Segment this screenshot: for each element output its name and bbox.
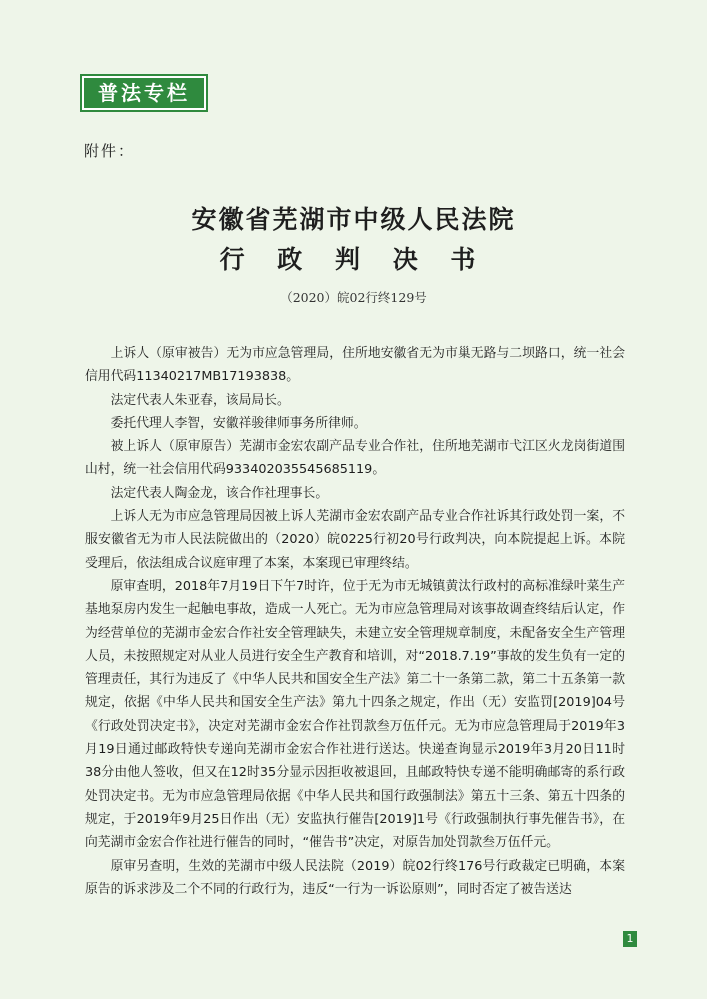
column-tag-label: 普法专栏 — [98, 81, 190, 105]
paragraph-appellant-representative: 法定代表人朱亚春，该局局长。 — [110, 392, 290, 408]
attachment-label: 附件： — [84, 142, 136, 160]
paragraph-original-findings: 原审查明，2018年7月19日下午7时许，位于无为市无城镇黄汰行政村的高标准绿叶菜生产基地泵房内发生一起触电事故，造成一人死亡。无为市应急管理局对该事故调查终结后认定，作为经营单位的芜湖市金宏合作社安全管理缺失，未建立安全管理规章制度，未配备安全生产管理人员，未按照规定对从业人员进行安全生产教育和培训，对“2018.7.19”事故的发生负有一定的管理责任，其行为违反了《中华人民共和国安全生产法》第二十一条第二款，第二十五条第一款规定，依据《中华人民共和国安全生产法》第九十四条之规定，作出（无）安监罚[2019]04号《行政处罚决定书》，决定对芜湖市金宏合作社罚款叁万伍仟元。无为市应急管理局于2019年3月19日通过邮政特快专递向芜湖市金宏合作社进行送达。快递查询显示2019年3月20日11时38分由他人签收，但又在12时35分显示因拒收被退回，且邮政特快专递不能明确邮寄的系行政处罚决定书。无为市应急管理局依据《中华人民共和国行政强制法》第五十三条、第五十四条的规定，于2019年9月25日作出（无）安监执行催告[2019]1号《行政强制执行事先催告书》，在向芜湖市金宏合作社进行催告的同时，“催告书”决定，对原告加处罚款叁万伍仟元。 — [85, 578, 625, 851]
document-type-title: 行 政 判 决 书 — [219, 245, 488, 274]
court-name: 安徽省芜湖市中级人民法院 — [191, 205, 516, 234]
paragraph-appellant: 上诉人（原审被告）无为市应急管理局，住所地安徽省无为市巢无路与二坝路口，统一社会信用代码11340217MB17193838。 — [85, 346, 625, 385]
page-number: 1 — [623, 931, 637, 947]
paragraph-appellee-representative: 法定代表人陶金龙，该合作社理事长。 — [110, 485, 329, 501]
paragraph-appellant-agent: 委托代理人李智，安徽祥骏律师事务所律师。 — [110, 415, 367, 431]
paragraph-case-background: 上诉人无为市应急管理局因被上诉人芜湖市金宏农副产品专业合作社诉其行政处罚一案，不服安徽省无为市人民法院做出的（2020）皖0225行初20号行政判决，向本院提起上诉。本院受理后，依法组成合议庭审理了本案，本案现已审理终结。 — [85, 509, 625, 571]
judgment-body — [85, 342, 625, 901]
column-tag — [82, 76, 206, 110]
paragraph-further-findings: 原审另查明，生效的芜湖市中级人民法院（2019）皖02行终176号行政裁定已明确，本案原告的诉求涉及二个不同的行政行为，违反“一行为一诉讼原则”，同时否定了被告送达 — [85, 858, 625, 897]
case-number: （2020）皖02行终129号 — [280, 290, 427, 305]
paragraph-appellee: 被上诉人（原审原告）芜湖市金宏农副产品专业合作社，住所地芜湖市弋江区火龙岗街道围山村，统一社会信用代码933402035545685119。 — [85, 439, 625, 478]
